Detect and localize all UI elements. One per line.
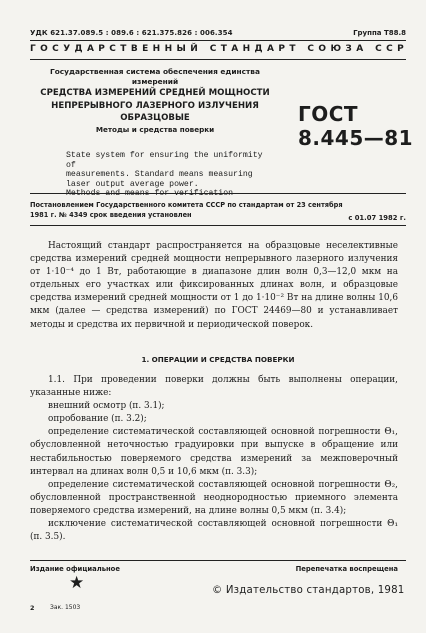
main-title-line-2: НЕПРЕРЫВНОГО ЛАЗЕРНОГО ИЗЛУЧЕНИЯ (51, 100, 259, 111)
gost-label: ГОСТ (298, 102, 359, 126)
udk-code: УДК 621.37.089.5 : 089.6 : 621.375.826 : 006.354 (30, 29, 233, 37)
order-number: Зак. 1503 (50, 604, 81, 611)
english-line-4: Methods and means for verification (66, 189, 234, 199)
star-icon: ★ (69, 573, 85, 593)
gost-number (298, 102, 413, 150)
official-edition: Издание официальное (30, 565, 120, 573)
english-title (66, 151, 266, 199)
operation-item: опробование (п. 3.2); (48, 414, 147, 425)
intro-text: Настоящий стандарт распространяется на образцовые неселективные средства измерений средней мощности непрерывного лазерного излучения от 1·10⁻⁴ до 1 Вт, работающие в диапазоне длин волн 0,3—12,0 мкм на отдельных его участках или фиксированных длинах волн, и образцовые средства измерений средней мощности от 1 до 1·10⁻² Вт на длине волны 10,6 мкм (далее — средства измерений) по ГОСТ 24469—80 и устанавливает методы и средства их первичной и периодической поверок. (30, 241, 398, 330)
english-line-1: State system for ensuring the uniformity of (66, 151, 263, 170)
methods-subtitle: Методы и средства поверки (95, 124, 215, 134)
intro-paragraph (30, 240, 398, 332)
top-rule (30, 40, 406, 41)
decree-date: с 01.07 1982 г. (348, 214, 406, 222)
operation-item: определение систематической составляющей основной погрешности Θ₁, обусловленной неточностью градуировки при выпуске в обращение или нестабильностью поверяемого средства измерений за межповерочный интервал на длинах волн 0,5 и 10,6 мкм (п. 3.3); (30, 427, 398, 477)
system-line-2: измерений (131, 77, 179, 86)
operation-item: определение систематической составляющей основной погрешности Θ₂, обусловленной пространственной неоднородностью приемного элемента поверяемого средства измерений, на длине волны 0,5 мкм (п. 3.4); (30, 479, 398, 516)
header-rule (30, 59, 406, 60)
decree-line-1: Постановлением Государственного комитета СССР по стандартам от 23 сентября (30, 201, 343, 209)
decree-rule (30, 225, 406, 226)
gost-code: 8.445—81 (298, 126, 414, 150)
standard-heading: ГОСУДАРСТВЕННЫЙ СТАНДАРТ СОЮЗА ССР (30, 44, 409, 54)
copyright: © Издательство стандартов, 1981 (212, 585, 405, 596)
decree-line-2: 1981 г. № 4349 срок введения установлен (30, 211, 192, 219)
operation-item: внешний осмотр (п. 3.1); (48, 401, 165, 412)
main-title-line-3: ОБРАЗЦОВЫЕ (120, 113, 190, 123)
system-line-1: Государственная система обеспечения единства (50, 67, 260, 76)
title-rule (30, 193, 406, 194)
footer-rule (30, 560, 406, 561)
main-title-line-1: СРЕДСТВА ИЗМЕРЕНИЙ СРЕДНЕЙ МОЩНОСТИ (40, 88, 270, 98)
group-code: Группа Т88.8 (353, 29, 406, 37)
section-body (30, 374, 398, 544)
clause-1-1: 1.1. При проведении поверки должны быть выполнены операции, указанные ниже: (30, 375, 398, 399)
reprint-forbidden: Перепечатка воспрещена (295, 565, 398, 573)
operation-item: исключение систематической составляющей основной погрешности Θ₁ (п. 3.5). (30, 519, 398, 543)
section-title: 1. ОПЕРАЦИИ И СРЕДСТВА ПОВЕРКИ (141, 355, 295, 364)
title-block (30, 67, 280, 135)
english-line-2: measurements. Standard means measuring (66, 170, 253, 180)
page-number: 2 (30, 604, 35, 612)
english-line-3: laser output average power. (66, 179, 199, 189)
